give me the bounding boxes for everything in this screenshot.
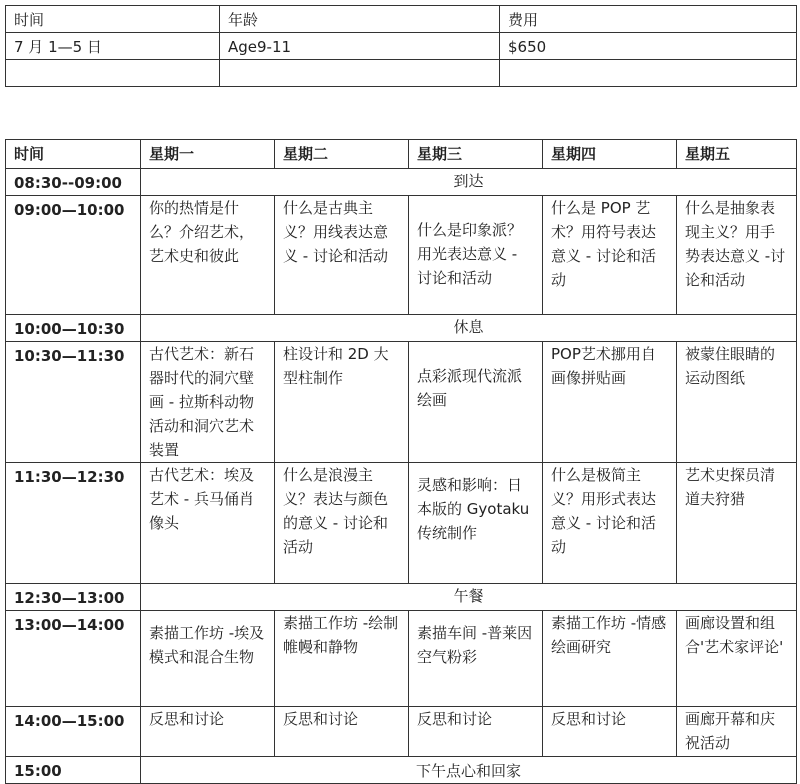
info-header-fee: 费用	[500, 6, 797, 33]
schedule-header-row	[6, 140, 797, 169]
cell-monday: 反思和讨论	[141, 707, 275, 757]
cell-thursday: 反思和讨论	[543, 707, 677, 757]
cell-wednesday: 反思和讨论	[409, 707, 543, 757]
cell-monday: 古代艺术：新石器时代的洞穴壁画 - 拉斯科动物活动和洞穴艺术装置	[141, 342, 275, 463]
cell-friday: 画廊设置和组合'艺术家评论'	[677, 611, 797, 707]
cell-thursday: 什么是 POP 艺术？用符号表达意义 - 讨论和活动	[543, 196, 677, 315]
header-wednesday: 星期三	[409, 140, 543, 169]
schedule-row	[6, 342, 797, 463]
info-value-fee: $650	[500, 33, 797, 60]
row-time: 13:00—14:00	[6, 611, 141, 707]
info-blank-row	[6, 60, 797, 87]
schedule-table	[5, 139, 797, 784]
schedule-row-arrival	[6, 169, 797, 196]
row-span-activity: 休息	[141, 315, 797, 342]
row-time: 11:30—12:30	[6, 463, 141, 584]
row-time: 12:30—13:00	[6, 584, 141, 611]
info-blank-cell	[500, 60, 797, 87]
cell-tuesday: 什么是浪漫主义？表达与颜色的意义 - 讨论和活动	[275, 463, 409, 584]
cell-wednesday: 灵感和影响：日本版的 Gyotaku 传统制作	[409, 463, 543, 584]
cell-monday: 古代艺术：埃及艺术 - 兵马俑肖像头	[141, 463, 275, 584]
row-time: 08:30--09:00	[6, 169, 141, 196]
info-table	[5, 5, 797, 87]
info-blank-cell	[6, 60, 220, 87]
row-time: 15:00	[6, 757, 141, 784]
row-span-activity: 到达	[141, 169, 797, 196]
cell-thursday: 素描工作坊 -情感绘画研究	[543, 611, 677, 707]
info-header-row	[6, 6, 797, 33]
cell-tuesday: 反思和讨论	[275, 707, 409, 757]
row-time: 09:00—10:00	[6, 196, 141, 315]
cell-monday: 素描工作坊 -埃及模式和混合生物	[141, 611, 275, 707]
schedule-row	[6, 707, 797, 757]
cell-tuesday: 什么是古典主义？用线表达意义 - 讨论和活动	[275, 196, 409, 315]
cell-wednesday: 点彩派现代流派绘画	[409, 342, 543, 463]
schedule-row-lunch	[6, 584, 797, 611]
row-time: 10:00—10:30	[6, 315, 141, 342]
cell-thursday: POP艺术挪用自画像拼贴画	[543, 342, 677, 463]
schedule-row	[6, 611, 797, 707]
schedule-row	[6, 196, 797, 315]
cell-tuesday: 柱设计和 2D 大型柱制作	[275, 342, 409, 463]
cell-friday: 画廊开幕和庆祝活动	[677, 707, 797, 757]
header-time: 时间	[6, 140, 141, 169]
row-span-activity: 下午点心和回家	[141, 757, 797, 784]
schedule-row-break	[6, 315, 797, 342]
row-span-activity: 午餐	[141, 584, 797, 611]
cell-monday: 你的热情是什么？介绍艺术，艺术史和彼此	[141, 196, 275, 315]
row-time: 14:00—15:00	[6, 707, 141, 757]
schedule-row	[6, 463, 797, 584]
info-value-age: Age9-11	[220, 33, 500, 60]
cell-friday: 什么是抽象表现主义？用手势表达意义 -讨论和活动	[677, 196, 797, 315]
header-friday: 星期五	[677, 140, 797, 169]
header-monday: 星期一	[141, 140, 275, 169]
info-blank-cell	[220, 60, 500, 87]
info-header-age: 年龄	[220, 6, 500, 33]
header-thursday: 星期四	[543, 140, 677, 169]
info-value-row	[6, 33, 797, 60]
info-value-time: 7 月 1—5 日	[6, 33, 220, 60]
cell-thursday: 什么是极简主义？用形式表达意义 - 讨论和活动	[543, 463, 677, 584]
cell-tuesday: 素描工作坊 -绘制帷幔和静物	[275, 611, 409, 707]
cell-wednesday: 什么是印象派？用光表达意义 - 讨论和活动	[409, 196, 543, 315]
cell-friday: 被蒙住眼睛的运动图纸	[677, 342, 797, 463]
schedule-row-snack	[6, 757, 797, 784]
row-time: 10:30—11:30	[6, 342, 141, 463]
cell-wednesday: 素描车间 -普莱因空气粉彩	[409, 611, 543, 707]
info-header-time: 时间	[6, 6, 220, 33]
header-tuesday: 星期二	[275, 140, 409, 169]
cell-friday: 艺术史探员清道夫狩猎	[677, 463, 797, 584]
